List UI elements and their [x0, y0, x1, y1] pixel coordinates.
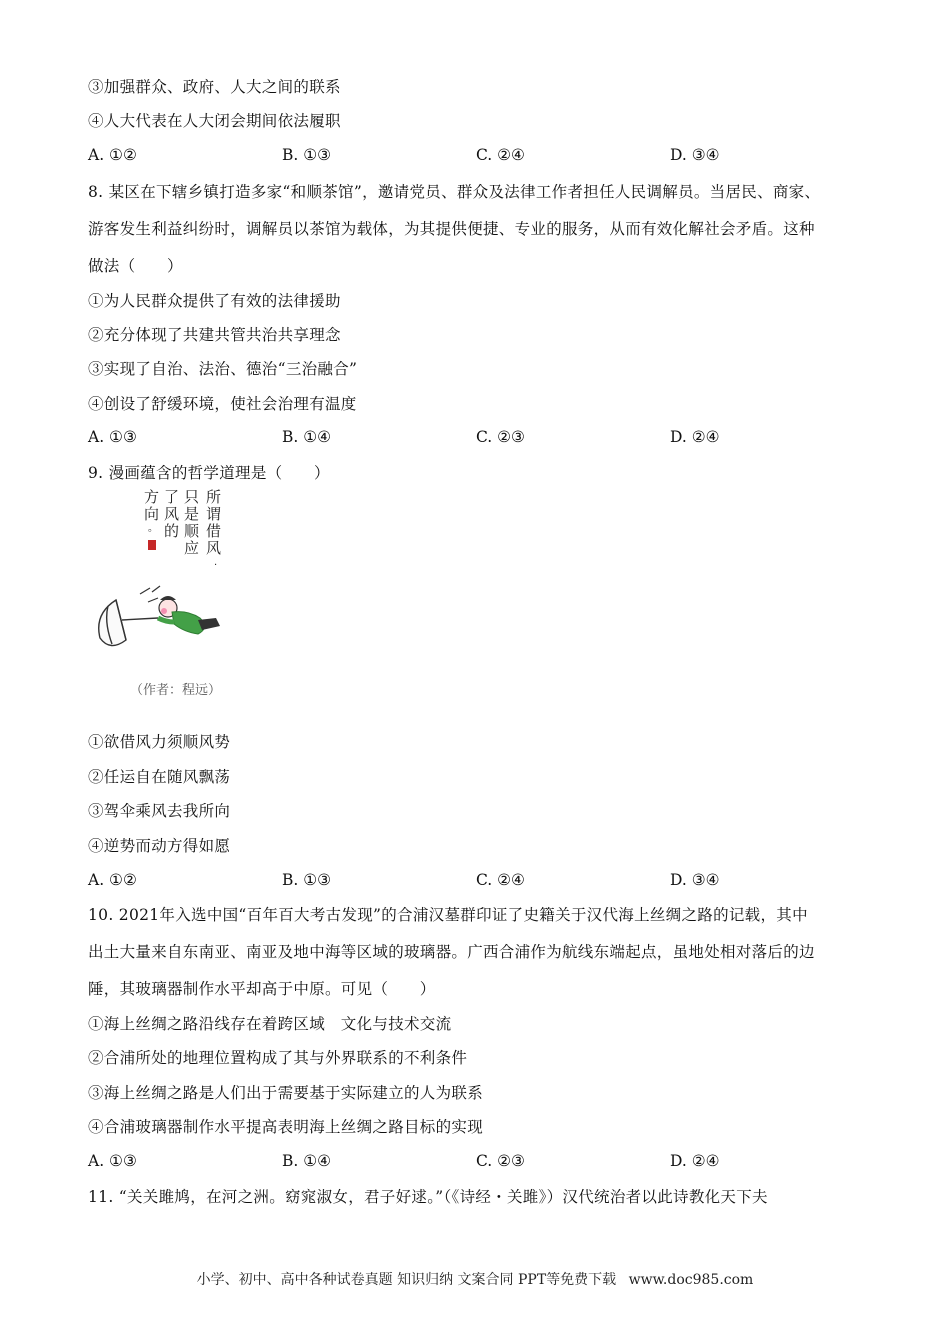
q10-stem-line-2: 出土大量来自东南亚、南亚及地中海等区域的玻璃器。广西合浦作为航线东端起点，虽地处相对落后的边	[88, 943, 815, 961]
q8-option-a: A. ①③	[88, 428, 137, 446]
cartoon-text-col-4: 方	[144, 488, 160, 506]
svg-text:顺: 顺	[184, 522, 200, 540]
svg-text:是: 是	[184, 505, 200, 523]
q10-options	[88, 1151, 868, 1171]
q8-item-3: ③实现了自治、法治、德治“三治融合”	[88, 360, 358, 378]
q9-item-2: ②任运自在随风飘荡	[88, 768, 231, 786]
q9-option-c: C. ②④	[476, 871, 525, 889]
q9-item-3: ③驾伞乘风去我所向	[88, 802, 231, 820]
q9-options	[88, 870, 868, 890]
q8-option-d: D. ②④	[670, 428, 720, 446]
cartoon-text-col-1: 所	[206, 488, 222, 506]
q10-option-b: B. ①④	[282, 1152, 332, 1170]
wind-lines-icon	[140, 586, 160, 602]
cartoon-illustration	[88, 488, 238, 703]
q7-item-3: ③加强群众、政府、人大之间的联系	[88, 78, 341, 96]
q8-item-4: ④创设了舒缓环境，使社会治理有温度	[88, 395, 357, 413]
svg-text:的: 的	[164, 522, 180, 540]
svg-text:借: 借	[206, 522, 222, 540]
svg-text:。: 。	[148, 523, 158, 534]
q7-option-a: A. ①②	[88, 146, 137, 164]
q9-option-b: B. ①③	[282, 871, 332, 889]
q7-item-4: ④人大代表在人大闭会期间依法履职	[88, 112, 341, 130]
svg-text:向: 向	[144, 505, 160, 523]
q9-option-a: A. ①②	[88, 871, 137, 889]
q10-item-4: ④合浦玻璃器制作水平提高表明海上丝绸之路目标的实现	[88, 1118, 484, 1136]
q7-option-d: D. ③④	[670, 146, 720, 164]
q8-option-b: B. ①④	[282, 428, 332, 446]
q11-stem: 11. “关关雎鸠，在河之洲。窈窕淑女，君子好逑。”（《诗经・关雎》）汉代统治者以此诗教化天下夫	[88, 1188, 768, 1206]
cartoon-text-col-3: 了	[164, 488, 180, 506]
svg-text:风: 风	[206, 539, 222, 557]
page-footer	[0, 1270, 950, 1290]
seal-stamp	[148, 540, 156, 550]
person-figure	[158, 596, 220, 634]
q10-option-c: C. ②③	[476, 1152, 525, 1170]
q10-option-d: D. ②④	[670, 1152, 720, 1170]
q9-stem: 9. 漫画蕴含的哲学道理是（ ）	[88, 464, 330, 482]
q10-stem-line-1: 10. 2021年入选中国“百年百大考古发现”的合浦汉墓群印证了史籍关于汉代海上丝绸之路的记载，其中	[88, 906, 808, 924]
q9-item-1: ①欲借风力须顺风势	[88, 733, 231, 751]
q10-item-3: ③海上丝绸之路是人们出于需要基于实际建立的人为联系	[88, 1084, 484, 1102]
footer-url[interactable]: www.doc985.com	[628, 1272, 754, 1288]
cartoon-text-col-2: 只	[184, 488, 200, 506]
q10-item-2: ②合浦所处的地理位置构成了其与外界联系的不利条件	[88, 1049, 468, 1067]
q8-stem-line-2: 游客发生利益纠纷时，调解员以茶馆为载体，为其提供便捷、专业的服务，从而有效化解社会矛盾。这种	[88, 220, 815, 238]
q7-options	[88, 145, 868, 165]
footer-text: 小学、初中、高中各种试卷真题 知识归纳 文案合同 PPT等免费下载	[196, 1272, 617, 1288]
umbrella-icon	[99, 600, 158, 646]
q8-item-2: ②充分体现了共建共管共治共享理念	[88, 326, 341, 344]
svg-text:应: 应	[184, 539, 200, 557]
q10-item-1: ①海上丝绸之路沿线存在着跨区域 文化与技术交流	[88, 1015, 452, 1033]
cartoon-caption: （作者：程远）	[130, 683, 222, 698]
q8-stem-line-3: 做法（ ）	[88, 257, 183, 275]
q9-option-d: D. ③④	[670, 871, 720, 889]
q8-stem-line-1: 8. 某区在下辖乡镇打造多家“和顺茶馆”，邀请党员、群众及法律工作者担任人民调解员。当居民、商家、	[88, 183, 821, 201]
q7-option-c: C. ②④	[476, 146, 525, 164]
q9-item-4: ④逆势而动方得如愿	[88, 837, 231, 855]
q8-option-c: C. ②③	[476, 428, 525, 446]
q10-option-a: A. ①③	[88, 1152, 137, 1170]
svg-text:谓: 谓	[206, 505, 222, 523]
q10-stem-line-3: 陲，其玻璃器制作水平却高于中原。可见（ ）	[88, 980, 436, 998]
svg-text:风: 风	[164, 505, 180, 523]
q7-option-b: B. ①③	[282, 146, 332, 164]
svg-text:·: ·	[214, 560, 218, 571]
q8-options	[88, 427, 868, 447]
q8-item-1: ①为人民群众提供了有效的法律援助	[88, 292, 341, 310]
